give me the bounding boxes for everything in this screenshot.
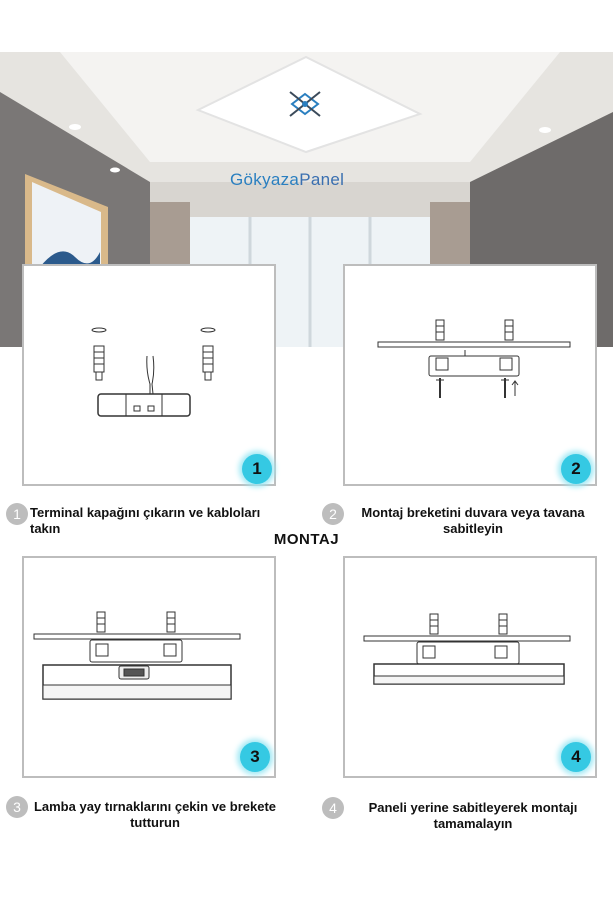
step-4-panel: [343, 556, 597, 778]
brand-name-part2: Panel: [299, 170, 345, 189]
step-1-panel: [22, 264, 276, 486]
step-1-diagram: [24, 266, 274, 484]
step-1-badge: 1: [242, 454, 272, 484]
step-2-diagram: [345, 266, 595, 484]
section-title: MONTAJ: [273, 531, 340, 548]
brand-name: [230, 170, 344, 190]
brand-name-part1: Gökyaza: [230, 170, 300, 189]
step-2-panel: [343, 264, 597, 486]
step-3-number: 3: [6, 796, 28, 818]
step-3-caption: Lamba yay tırnaklarını çekin ve brekete tutturun: [33, 799, 277, 830]
step-2-number: 2: [322, 503, 344, 525]
step-2-caption: Montaj breketini duvara veya tavana sabitleyin: [361, 505, 585, 536]
step-1-number: 1: [6, 503, 28, 525]
step-3-badge: 3: [240, 742, 270, 772]
step-3-diagram: [24, 558, 274, 776]
step-3-panel: [22, 556, 276, 778]
step-4-diagram: [345, 558, 595, 776]
step-1-caption: Terminal kapağını çıkarın ve kabloları takın: [30, 505, 261, 536]
step-2-badge: 2: [561, 454, 591, 484]
step-4-number: 4: [322, 797, 344, 819]
step-4-badge: 4: [561, 742, 591, 772]
step-4-caption: Paneli yerine sabitleyerek montajı tamamalayın: [368, 800, 578, 831]
